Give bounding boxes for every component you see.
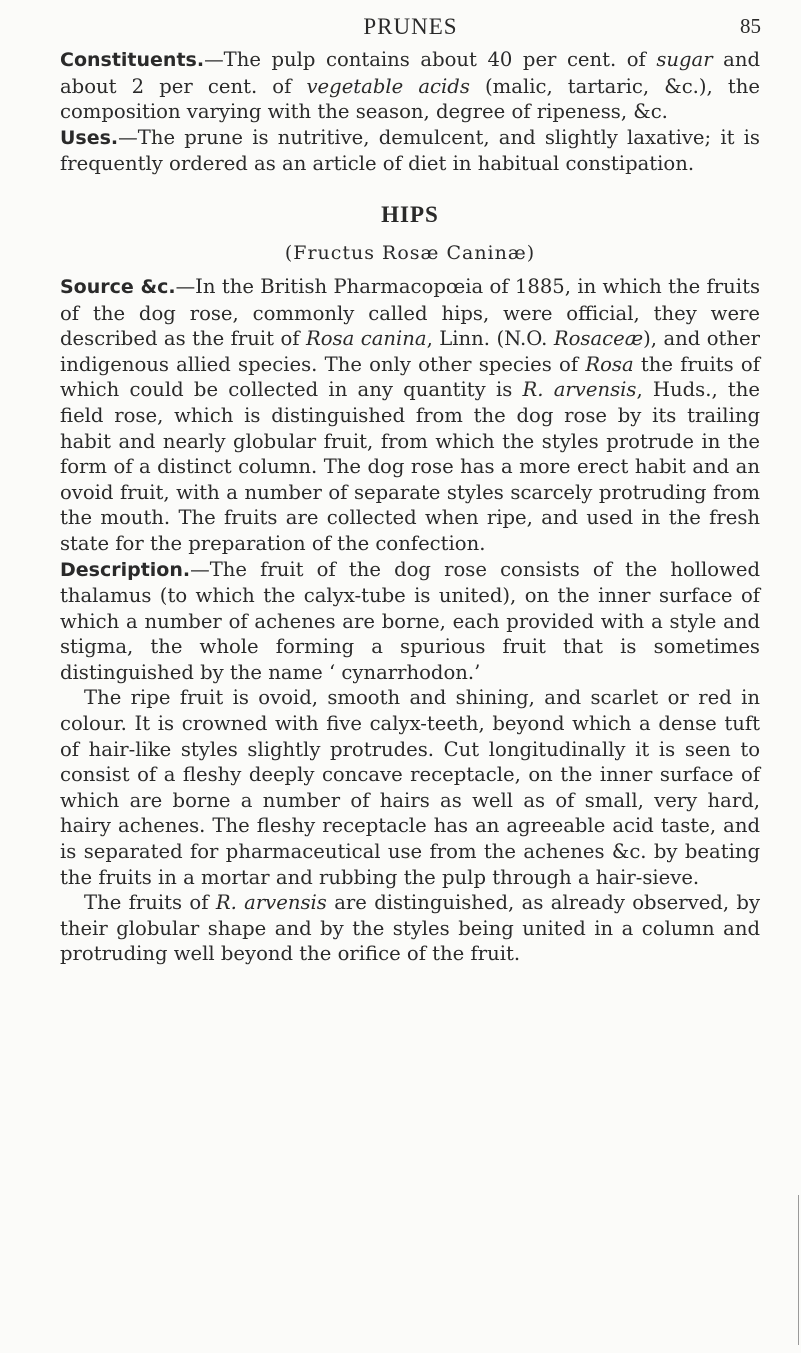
text-run: —The pulp contains about 40 per cent. of xyxy=(204,48,657,71)
text-run: The fruits of xyxy=(84,891,216,915)
uses-paragraph xyxy=(60,125,760,177)
text-run: (malic, tartaric, &c.), the composition varying with the season, degree of ripeness, &c. xyxy=(60,74,760,124)
description-paragraph-3 xyxy=(60,890,760,967)
italic-term: vegetable acids xyxy=(306,74,470,98)
text-run: ), and other indigenous allied species. The only other species of xyxy=(60,327,760,376)
italic-term: Rosa xyxy=(585,352,634,376)
page-edge-line xyxy=(798,1195,799,1345)
text-run: —The fruit of the dog rose consists of the hollowed thalamus (to which the calyx-tube is united), on the inner surface of which a number of achenes are borne, each provided with a style and stigma, the whole forming a spurious fruit that is sometimes distinguished by the name ‘ cynarrhodon.’ xyxy=(60,557,760,684)
text-run: , Linn. (N.O. xyxy=(426,327,554,351)
source-heading: Source &c. xyxy=(60,275,176,298)
text-run: are distinguished, as already observed, by their globular shape and by the styles being united in a column and protruding well beyond the orifice of the fruit. xyxy=(60,891,761,966)
constituents-heading: Constituents. xyxy=(60,49,205,71)
running-title: PRUNES xyxy=(363,14,458,39)
section-title: HIPS xyxy=(381,201,439,227)
page-body xyxy=(60,47,760,967)
constituents-paragraph xyxy=(60,47,760,125)
section-subtitle: (Fructus Rosæ Caninæ) xyxy=(284,241,536,264)
page-number: 85 xyxy=(740,14,761,38)
description-paragraph-2: The ripe fruit is ovoid, smooth and shining, and scarlet or red in colour. It is crowned with five calyx-teeth, beyond which a dense tuft of hair-like styles slightly protrudes. Cut longitudinally it is seen to consist of a fleshy deeply concave receptacle, on the inner surface of which are borne a number of hairs as well as of small, very hard, hairy achenes. The fleshy receptacle has an agreeable acid taste, and is separated for pharmaceutical use from the achenes &c. by beating the fruits in a mortar and rubbing the pulp through a hair-sieve. xyxy=(60,686,760,889)
italic-term: Rosa canina xyxy=(306,327,427,351)
italic-term: sugar xyxy=(656,48,713,71)
text-run: the fruits of which could be collected in any quantity is xyxy=(60,352,760,402)
italic-term: Rosaceæ xyxy=(553,327,644,351)
text-run: —The prune is nutritive, demulcent, and slightly laxative; it is frequently ordered as an article of diet in habitual constipation. xyxy=(60,125,760,176)
text-run: , Huds., the field rose, which is distinguished from the dog rose by its trailing habit and nearly globular fruit, from which the styles protrude in the form of a distinct column. The dog rose has a more erect habit and an ovoid fruit, with a number of separate styles scarcely protruding from the mouth. The fruits are collected when ripe, and used in the fresh state for the preparation of the confection. xyxy=(60,378,761,555)
description-paragraph xyxy=(60,557,760,686)
description-heading: Description. xyxy=(60,558,191,581)
text-run: —In the British Pharmacopœia of 1885, in which the fruits of the dog rose, commonly called hips, were official, they were described as the fruit of xyxy=(60,274,760,351)
italic-term: R. arvensis xyxy=(215,891,327,915)
text-run: and about 2 per cent. of xyxy=(60,48,760,98)
running-head xyxy=(60,14,761,44)
source-paragraph xyxy=(60,274,760,557)
italic-term: R. arvensis xyxy=(522,378,637,402)
uses-heading: Uses. xyxy=(60,126,119,149)
